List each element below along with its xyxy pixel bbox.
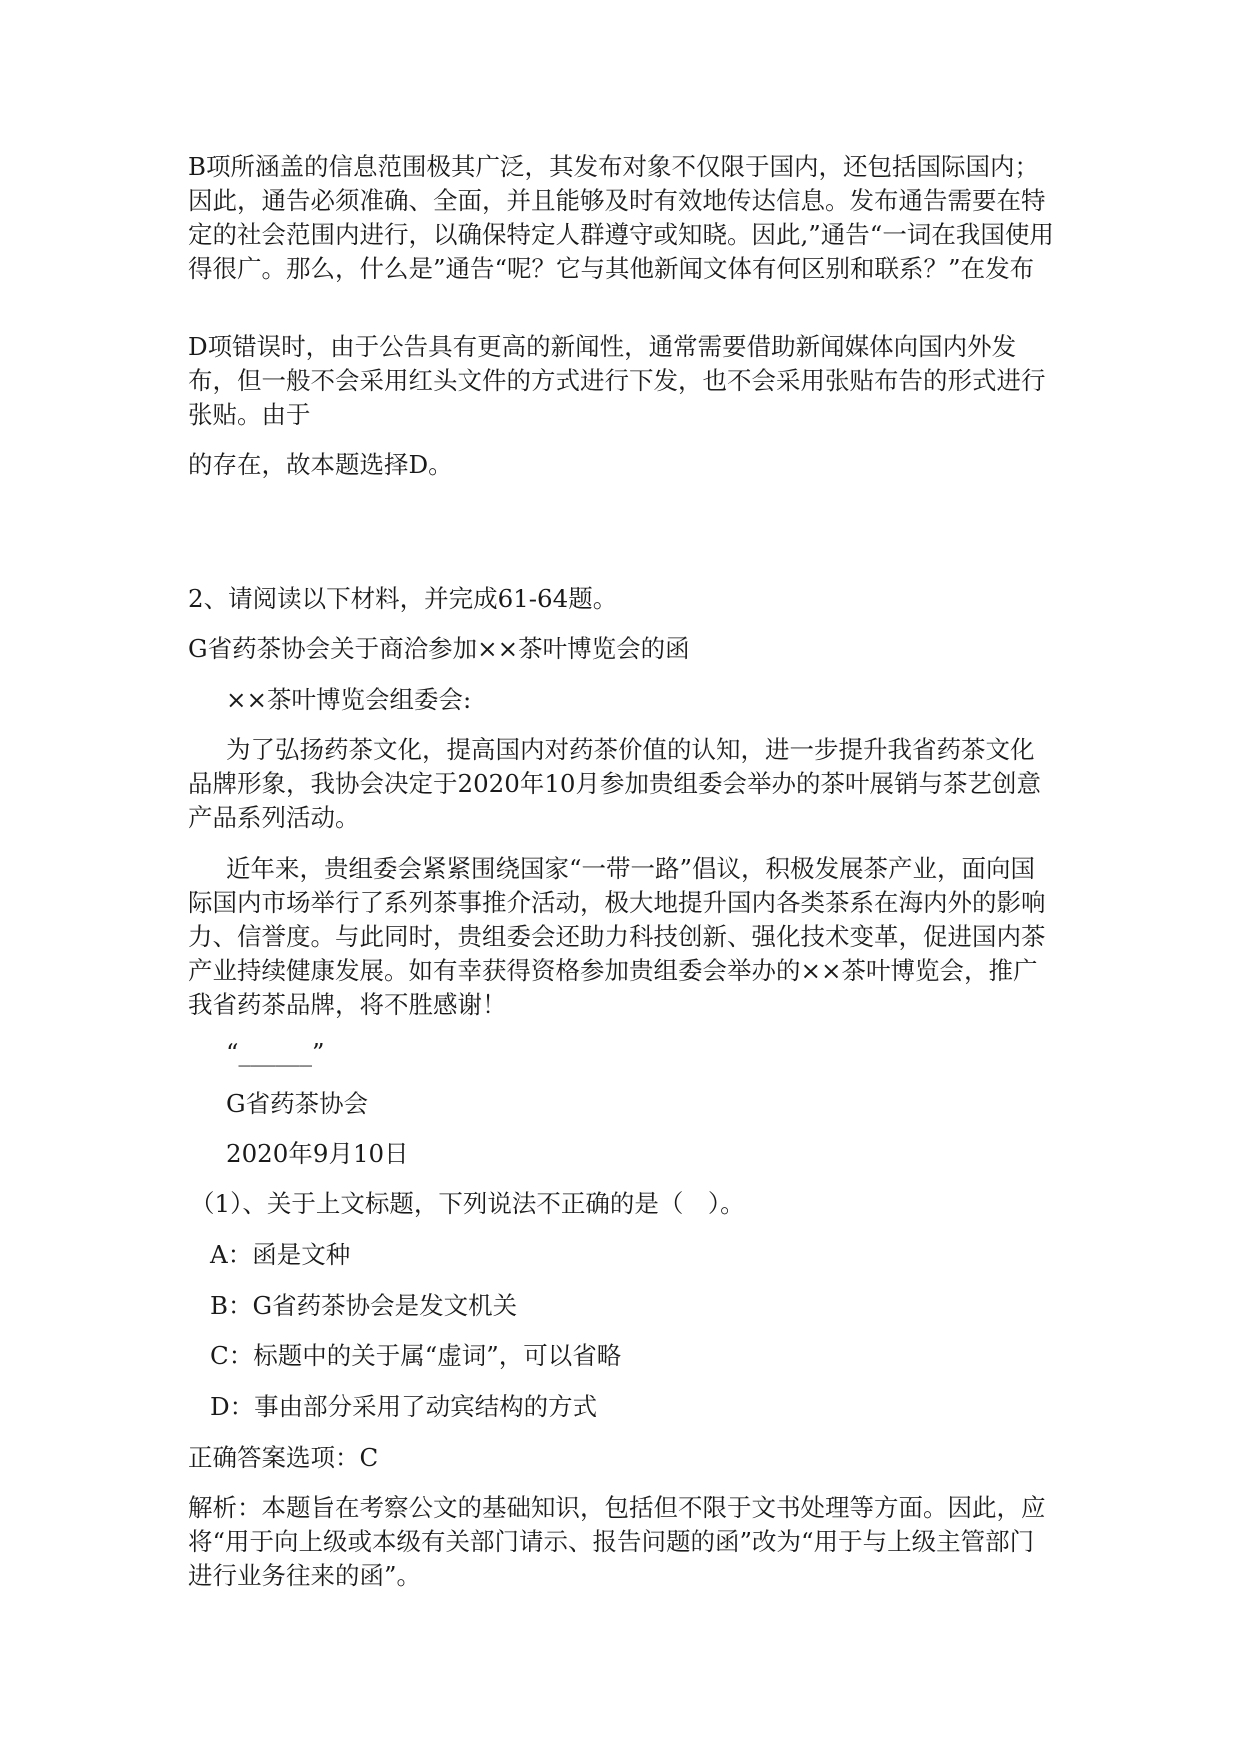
analysis-option-b: B项所涵盖的信息范围极其广泛，其发布对象不仅限于国内，还包括国际国内；因此，通告必须准确、全面，并且能够及时有效地传达信息。发布通告需要在特定的社会范围内进行，以确保特定人群遵守或知晓。因此,”通告“一词在我国使用得很广。那么，什么是”通告“呢？它与其他新闻文体有何区别和联系？”在发布 [188,152,1054,283]
option-b: B：G省药茶协会是发文机关 [210,1291,518,1320]
conclusion-text: 的存在，故本题选择D。 [188,450,453,479]
option-d: D：事由部分采用了动宾结构的方式 [210,1392,598,1421]
letter-paragraph-2: 近年来，贵组委会紧紧围绕国家“一带一路”倡议，积极发展茶产业，面向国际国内市场举行了系列茶事推介活动，极大地提升国内各类茶系在海内外的影响力、信誉度。与此同时，贵组委会还助力科技创新、强化技术变革，促进国内茶产业持续健康发展。如有幸获得资格参加贵组委会举办的××茶叶博览会，推广我省药茶品牌，将不胜感谢！ [188,854,1046,1019]
correct-answer: 正确答案选项：C [188,1443,379,1472]
option-a: A：函是文种 [210,1240,351,1269]
option-c: C：标题中的关于属“虚词”，可以省略 [210,1341,622,1370]
question-prompt: 2、请阅读以下材料，并完成61-64题。 [188,584,618,613]
blank-line: “______” [226,1038,325,1067]
sub-question-stem: （1）、关于上文标题，下列说法不正确的是（ ）。 [190,1189,745,1218]
letter-paragraph-1: 为了弘扬药茶文化，提高国内对药茶价值的认知，进一步提升我省药茶文化品牌形象，我协会决定于2020年10月参加贵组委会举办的茶叶展销与茶艺创意产品系列活动。 [188,735,1042,832]
letter-title: G省药茶协会关于商洽参加××茶叶博览会的函 [188,634,690,663]
letter-signature: G省药茶协会 [226,1089,369,1118]
answer-explanation: 解析：本题旨在考察公文的基础知识，包括但不限于文书处理等方面。因此，应将“用于向上级或本级有关部门请示、报告问题的函”改为“用于与上级主管部门进行业务往来的函”。 [188,1493,1046,1590]
letter-salutation: ××茶叶博览会组委会: [226,685,472,714]
analysis-option-d: D项错误时，由于公告具有更高的新闻性，通常需要借助新闻媒体向国内外发布，但一般不会采用红头文件的方式进行下发，也不会采用张贴布告的形式进行张贴。由于 [188,332,1046,429]
letter-date: 2020年9月10日 [226,1139,409,1168]
